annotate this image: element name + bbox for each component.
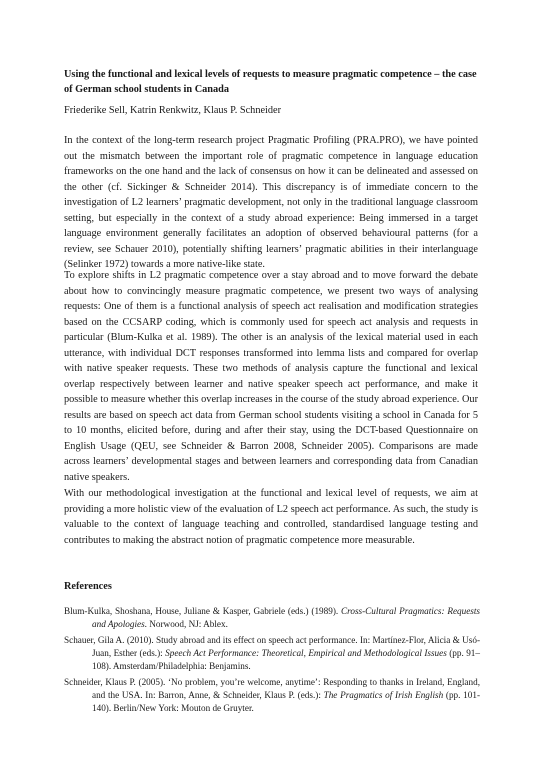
references-heading: References: [64, 581, 112, 592]
reference-publisher: . Norwood, NJ: Ablex.: [144, 619, 228, 629]
reference-title: Cross-Cultural Pragmatics: Requests and Apologies: [92, 606, 481, 629]
reference-item: [64, 634, 480, 673]
reference-item: [64, 676, 480, 715]
reference-text: Blum-Kulka, Shoshana, House, Juliane & Kasper, Gabriele (eds.) (1989).: [64, 606, 341, 616]
author-list: Friederike Sell, Katrin Renkwitz, Klaus P. Schneider: [64, 105, 282, 116]
body-paragraph-1: In the context of the long-term research project Pragmatic Profiling (PRA.PRO), we have pointed out the mismatch between the important role of pragmatic competence in language education frameworks on the one hand and the lack of consensus on how it can be delineated and assessed on the other (cf. Sickinger & Schneider 2014). This discrepancy is of immediate concern to the investigation of L2 learners’ pragmatic development, not only in the traditional language classroom setting, but especially in the context of a study abroad experience: Being immersed in a target language environment generally facilitates an adoption of observed behavioural patterns (for a review, see Schauer 2010), potentially shifting learners’ pragmatic abilities in their interlanguage (Selinker 1972) towards a more native-like state.: [64, 135, 478, 270]
reference-title: The Pragmatics of Irish English: [323, 690, 444, 700]
body-paragraph-2: To explore shifts in L2 pragmatic competence over a stay abroad and to move forward the debate about how to convincingly measure pragmatic competence, we present two ways of analysing requests: One of them is a functional analysis of speech act realisation and modification strategies based on the CCSARP coding, which is commonly used for speech act analysis and requests in particular (Blum-Kulka et al. 1989). The other is an analysis of the lexical material used in each utterance, with individual DCT responses transformed into lemma lists and compared for overlap with native speaker requests. These two methods of analysis capture the functional and lexical overlap respectively between learner and native speaker speech act performance, and make it possible to measure whether this overlap increases in the course of the study abroad experience. Our results are based on speech act data from German school students visiting a school in Canada for 5 to 10 months, elicited before, during and after their stay, using the DCT-based Questionnaire on English Usage (QEU, see Schneider & Barron 2008, Schneider 2005). Comparisons are made across learners’ developmental stages and between learners and corresponding data from Canadian native speakers.: [64, 270, 478, 483]
reference-title: Speech Act Performance: Theoretical, Empirical and Methodological Issues: [165, 648, 447, 658]
paper-title: Using the functional and lexical levels of requests to measure pragmatic competence – the case of German school students in Canada: [64, 69, 477, 95]
reference-publisher: (pp. 91–108). Amsterdam/Philadelphia: Benjamins.: [92, 648, 480, 671]
reference-item: [64, 605, 480, 631]
reference-text: Schauer, Gila A. (2010). Study abroad and its effect on speech act performance. In: Martínez-Flor, Alicia & Usó-Juan, Esther (eds.):: [64, 635, 480, 658]
reference-publisher: (pp. 101-140). Berlin/New York: Mouton de Gruyter.: [92, 690, 481, 713]
reference-text: Schneider, Klaus P. (2005). ‘No problem, you’re welcome, anytime’: Responding to thanks in Ireland, England, and the USA. In: Barron, Anne, & Schneider, Klaus P. (eds.):: [64, 677, 480, 700]
reference-list: [64, 605, 480, 715]
body-paragraph-3: With our methodological investigation at the functional and lexical level of requests, we aim at providing a more holistic view of the evaluation of L2 speech act performance. As such, the study is valuable to the context of language teaching and controlled, standardised language testing and contributes to making the abstract notion of pragmatic competence more measurable.: [64, 488, 478, 546]
